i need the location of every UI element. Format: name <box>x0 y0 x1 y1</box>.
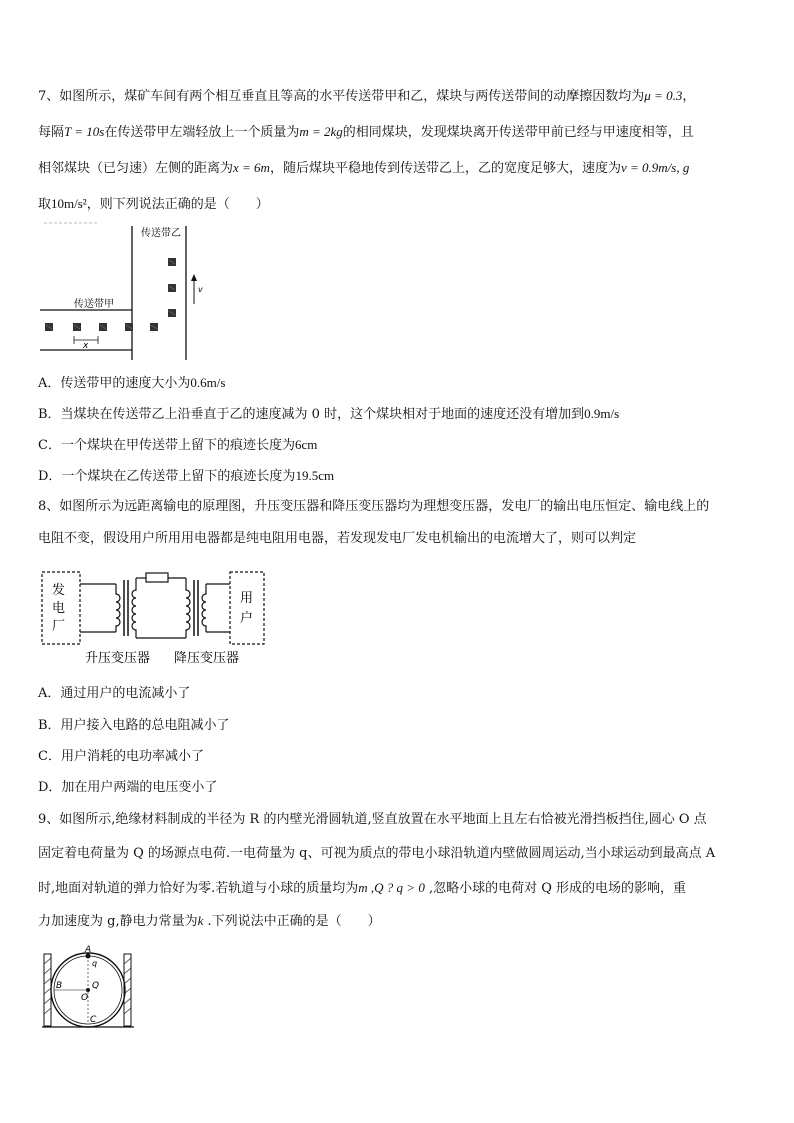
conveyor-diagram <box>36 222 216 364</box>
q7-text: 的相同煤块，发现煤块离开传送带甲前已经与甲速度相等，且 <box>342 125 694 140</box>
step-up-secondary-coil <box>132 578 136 638</box>
point-a-label: A <box>85 945 92 955</box>
center-charge <box>86 988 90 992</box>
q8-stem-line1: 8、如图所示为远距离输电的原理图，升压变压器和降压变压器均为理想变压器，发电厂的输出电压恒定、输电线上的 <box>38 499 710 514</box>
transmission-diagram <box>38 566 268 672</box>
q7-text: ，则下列说法正确的是（ ） <box>86 197 269 212</box>
q9-stem-line1: 9、如图所示,绝缘材料制成的半径为 R 的内壁光滑圆轨道,竖直放置在水平地面上且左右恰被光滑挡板挡住,圆心 O 点 <box>38 812 707 827</box>
x-label: x <box>83 341 89 351</box>
step-up-primary-coil <box>116 584 120 632</box>
q9-stem-line2: 固定着电荷量为 Q 的场源点电荷.一电荷量为 q、可视为质点的带电小球沿轨道内壁做圆周运动,当小球运动到最高点 A <box>38 846 716 861</box>
q9-k: k <box>197 913 204 928</box>
q-label: q <box>92 959 98 968</box>
q7-conveyor-figure <box>36 222 216 364</box>
q8-option-b[interactable]: B．用户接入电路的总电阻减小了 <box>38 718 230 733</box>
user-box <box>230 572 264 644</box>
center-o-label: O <box>81 993 89 1003</box>
q7-option-b[interactable]: B．当煤块在传送带乙上沿垂直于乙的速度减为 0 时，这个煤块相对于地面的速度还没有增加到0.9m/s <box>38 406 620 422</box>
q7-stem-line4 <box>38 196 269 213</box>
q8-transmission-figure <box>38 566 268 672</box>
q7-text: 取 <box>38 197 52 212</box>
q7-option-d[interactable]: D．一个煤块在乙传送带上留下的痕迹长度为19.5cm <box>38 468 335 484</box>
q9-condition: m ,Q ? q > 0 <box>358 880 425 895</box>
v-label: v <box>198 285 203 294</box>
q7-option-a[interactable]: A．传送带甲的速度大小为0.6m/s <box>38 375 226 391</box>
circular-track-diagram <box>40 942 140 1034</box>
q7-text: ， <box>682 89 696 104</box>
step-down-label: 降压变压器 <box>174 651 240 666</box>
point-c-label: C <box>90 1015 97 1025</box>
q7-text: 每隔 <box>38 125 65 140</box>
line-resistor <box>146 573 168 582</box>
left-baffle <box>44 954 51 1026</box>
point-b-label: B <box>56 981 63 991</box>
q8-option-a[interactable]: A．通过用户的电流减小了 <box>38 686 191 701</box>
step-down-primary-coil <box>186 578 190 638</box>
q7-mu: μ = 0.3 <box>644 88 683 103</box>
q7-text: 在传送带甲左端轻放上一个质量为 <box>104 125 300 140</box>
charge-q-label: Q <box>92 981 100 991</box>
q7-stem-line2 <box>38 124 694 141</box>
belt-a-label: 传送带甲 <box>74 299 114 310</box>
belt-b-label: 传送带乙 <box>141 228 181 239</box>
q7-text: ，随后煤块平稳地传到传送带乙上，乙的宽度足够大，速度为 <box>269 161 621 176</box>
user-label-2: 户 <box>240 611 254 626</box>
q7-gravity: 10m/s² <box>51 196 87 211</box>
q7-stem-line1 <box>38 88 695 105</box>
plant-label-3: 厂 <box>52 619 66 634</box>
q9-circular-track-figure <box>40 942 140 1034</box>
q7-text: 相邻煤块（已匀速）左侧的距离为 <box>38 161 234 176</box>
q9-stem-line4: 力加速度为 g,静电力常量为k .下列说法中正确的是（ ） <box>38 913 381 929</box>
q7-mass: m = 2kg <box>299 124 343 139</box>
q7-period: T = 10s <box>64 124 105 139</box>
q9-stem-line3: 时,地面对轨道的弹力恰好为零.若轨道与小球的质量均为m ,Q ? q > 0 ,忽略小球的电荷对 Q 形成的电场的影响，重 <box>38 880 687 896</box>
plant-label-2: 电 <box>52 601 66 616</box>
q7-text: 7、如图所示，煤矿车间有两个相互垂直且等高的水平传送带甲和乙，煤块与两传送带间的动摩擦因数均为 <box>38 89 645 104</box>
user-label-1: 用 <box>240 591 254 606</box>
q7-stem-line3 <box>38 160 689 177</box>
q8-option-d[interactable]: D．加在用户两端的电压变小了 <box>38 780 218 795</box>
q7-speed: v = 0.9m/s, g <box>620 160 690 175</box>
q7-option-c[interactable]: C．一个煤块在甲传送带上留下的痕迹长度为6cm <box>38 437 318 453</box>
step-up-label: 升压变压器 <box>85 651 151 666</box>
q7-distance: x = 6m <box>233 160 270 175</box>
q8-stem-line2: 电阻不变，假设用户所用用电器都是纯电阻用电器，若发现发电厂发电机输出的电流增大了，则可以判定 <box>38 531 637 546</box>
q8-option-c[interactable]: C．用户消耗的电功率减小了 <box>38 749 204 764</box>
plant-label-1: 发 <box>52 583 66 598</box>
step-down-secondary-coil <box>202 584 206 632</box>
